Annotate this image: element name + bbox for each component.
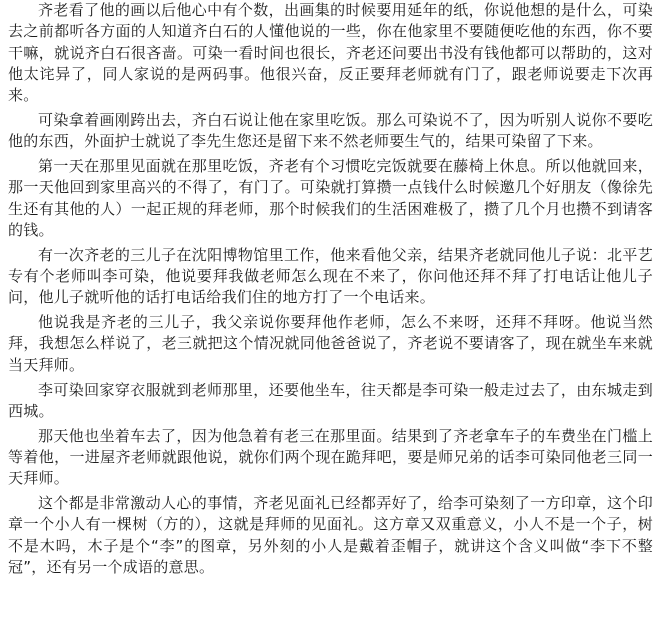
paragraph-5: 他说我是齐老的三儿子，我父亲说你要拜他作老师，怎么不来呀，还拜不拜呀。他说当然拜，我想怎么样说了，老三就把这个情况就同他爸爸说了，齐老说不要请客了，现在就坐车来就当天拜师。 (8, 313, 653, 374)
article-body (8, 0, 653, 582)
paragraph-2: 可染拿着画刚跨出去，齐白石说让他在家里吃饭。那么可染说不了，因为听别人说你不要吃他的东西，外面护士就说了李先生您还是留下来不然老师要生气的，结果可染留了下来。 (8, 110, 653, 151)
paragraph-6: 李可染回家穿衣服就到老师那里，还要他坐车，往天都是李可染一般走过去了，由东城走到西城。 (8, 380, 653, 420)
paragraph-7: 那天他也坐着车去了，因为他急着有老三在那里面。结果到了齐老拿车子的车费坐在门槛上等着他，一进屋齐老师就跟他说，就你们两个现在跪拜吧，要是师兄弟的话李可染同他老三同一天拜师。 (8, 426, 653, 488)
paragraph-1: 齐老看了他的画以后他心中有个数，出画集的时候要用延年的纸，你说他想的是什么，可染去之前都听各方面的人知道齐白石的人懂他说的一些，你在他家里不要随便吃他的东西，你不要干嘛，就说齐白石很吝啬。可染一看时间也很长，齐老还问要出书没有钱他都可以帮助的，这对他太诧异了，同人家说的是两码事。他很兴奋，反正要拜老师就有门了，跟老师说要走下次再来。 (8, 1, 653, 105)
paragraph-3: 第一天在那里见面就在那里吃饭，齐老有个习惯吃完饭就要在藤椅上休息。所以他就回来，那一天他回到家里高兴的不得了，有门了。可染就打算攒一点钱什么时候邀几个好朋友（像徐先生还有其他的人）一起正规的拜老师，那个时候我们的生活困难极了，攒了几个月也攒不到请客的钱。 (8, 157, 653, 239)
paragraph-8: 这个都是非常激动人心的事情，齐老见面礼已经都弄好了，给李可染刻了一方印章，这个印章一个小人有一棵树（方的），这就是拜师的见面礼。这方章又双重意义，小人不是一个子，树不是木吗，木子是个“李”的图章，另外刻的小人是戴着歪帽子，就讲这个含义叫做“李下不整冠”，还有另一个成语的意思。 (8, 494, 653, 576)
paragraph-4: 有一次齐老的三儿子在沈阳博物馆里工作，他来看他父亲，结果齐老就同他儿子说：北平艺专有个老师叫李可染，他说要拜我做老师怎么现在不来了，你问他还拜不拜了打电话让他儿子问，他儿子就听他的话打电话给我们住的地方打了一个电话来。 (8, 245, 653, 307)
